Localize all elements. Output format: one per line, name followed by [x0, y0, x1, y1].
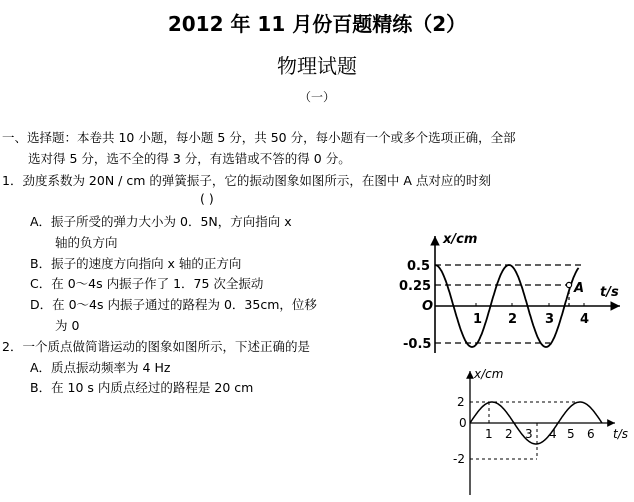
figure-1-tick-x-3: 4: [580, 312, 590, 327]
figure-1-tick-y-1: 0.25: [399, 279, 432, 294]
question-1-option-a-cont: 轴的负方向: [55, 235, 118, 250]
question-1-option-d: D．在 0～4s 内振子通过的路程为 0．35cm，位移: [30, 297, 317, 312]
figure-1-tick-x-1: 2: [508, 312, 518, 327]
question-2-stem: 2．一个质点做简谐运动的图象如图所示，下述正确的是: [2, 339, 310, 354]
figure-1-tick-x-0: 1: [473, 312, 483, 327]
figure-1-origin: O: [422, 299, 434, 314]
figure-2-tick-x-2: 3: [525, 427, 533, 441]
figure-2-tick-x-0: 1: [485, 427, 493, 441]
question-1-option-d-cont: 为 0: [55, 318, 80, 333]
figure-2-tick-x-4: 5: [567, 427, 575, 441]
page-subtitle: 物理试题: [277, 54, 357, 78]
question-2-option-a: A．质点振动频率为 4 Hz: [30, 360, 171, 375]
part-label: （一）: [298, 90, 335, 104]
figure-2-tick-x-3: 4: [549, 427, 557, 441]
question-1-option-a: A．振子所受的弹力大小为 0．5N，方向指向 x: [30, 214, 292, 229]
figure-2-y-label: x/cm: [474, 367, 504, 381]
page-title: 2012 年 11 月份百题精练（2）: [167, 12, 467, 36]
figure-1-point-a-label: A: [574, 281, 585, 296]
question-2-option-b: B．在 10 s 内质点经过的路程是 20 cm: [30, 380, 254, 395]
question-1-option-c: C．在 0～4s 内振子作了 1．75 次全振动: [30, 276, 264, 291]
figure-1-point-a: [566, 282, 571, 287]
figure-1-tick-x-2: 3: [545, 312, 555, 327]
figure-1-x-label: t/s: [600, 285, 619, 300]
figure-2-oscillation-graph: [445, 365, 634, 502]
figure-2-tick-y-1: -2: [453, 452, 465, 466]
question-1-stem: 1．劲度系数为 20N / cm 的弹簧振子，它的振动图象如图所示，在图中 A 点对应的时刻: [2, 173, 491, 188]
figure-2-tick-x-1: 2: [505, 427, 513, 441]
figure-2-tick-y-0: 2: [457, 395, 465, 409]
figure-1-oscillation-graph: [395, 228, 634, 358]
figure-2-origin: 0: [459, 416, 467, 430]
section-intro-line1: 一、选择题：本卷共 10 小题，每小题 5 分，共 50 分，每小题有一个或多个选项正确，全部: [2, 130, 516, 145]
figure-2-tick-x-5: 6: [587, 427, 595, 441]
figure-2-x-label: t/s: [613, 427, 628, 441]
figure-1-tick-y-0: 0.5: [407, 259, 431, 274]
question-1-answer-paren: ( ): [200, 191, 214, 206]
section-intro-line2: 选对得 5 分，选不全的得 3 分，有选错或不答的得 0 分。: [28, 151, 351, 166]
figure-1-tick-y-2: -0.5: [403, 337, 432, 352]
question-1-option-b: B．振子的速度方向指向 x 轴的正方向: [30, 256, 242, 271]
figure-1-y-label: x/cm: [443, 232, 478, 247]
